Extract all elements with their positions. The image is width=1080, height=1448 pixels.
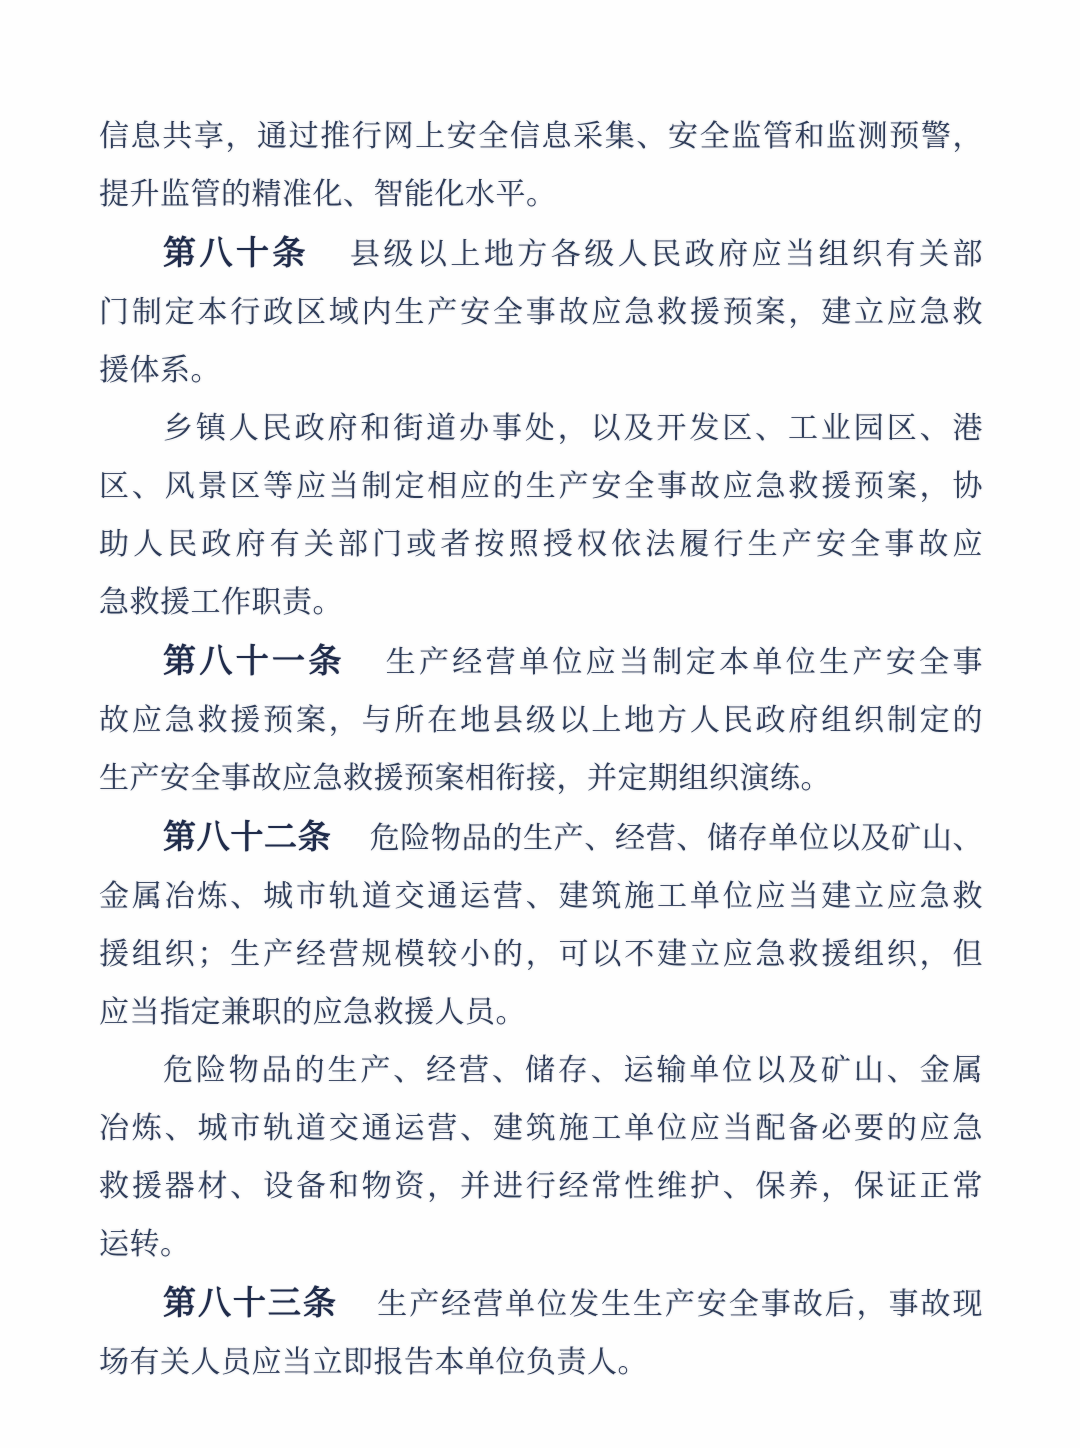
law-text-line (99, 166, 983, 224)
law-text-line (99, 342, 983, 400)
law-text-line (99, 1158, 983, 1216)
line-text: 生产经营单位发生生产安全事故后，事故现 (375, 1288, 984, 1321)
line-text: 急救援工作职责。 (99, 586, 343, 619)
line-text: 应当指定兼职的应急救援人员。 (99, 996, 526, 1029)
law-text-line (99, 1334, 983, 1392)
law-text-line (99, 1100, 983, 1158)
law-text-body (99, 108, 983, 1392)
law-text-line (99, 224, 983, 284)
law-text-line (99, 400, 983, 458)
article-number: 第八十一条 (163, 642, 345, 679)
law-text-line (99, 458, 983, 516)
line-text: 危险物品的生产、经营、储存、运输单位以及矿山、金属 (163, 1054, 983, 1087)
line-text: 提升监管的精准化、智能化水平。 (99, 178, 557, 211)
line-text: 救援器材、设备和物资，并进行经常性维护、保养，保证正常 (99, 1170, 983, 1203)
law-text-line (99, 574, 983, 632)
line-text: 乡镇人民政府和街道办事处，以及开发区、工业园区、港 (163, 412, 983, 445)
line-text: 助人民政府有关部门或者按照授权依法履行生产安全事故应 (99, 528, 983, 561)
law-text-line (99, 926, 983, 984)
line-text: 援体系。 (99, 354, 221, 387)
law-text-line (99, 808, 983, 868)
line-text: 援组织；生产经营规模较小的，可以不建立应急救援组织，但 (99, 938, 983, 971)
line-text: 区、风景区等应当制定相应的生产安全事故应急救援预案，协 (99, 470, 983, 503)
line-text: 生产经营单位应当制定本单位生产安全事 (382, 646, 984, 679)
law-text-line (99, 868, 983, 926)
line-text: 运转。 (99, 1228, 191, 1261)
law-text-line (99, 692, 983, 750)
law-text-line (99, 516, 983, 574)
article-number: 第八十三条 (163, 1284, 338, 1321)
line-text: 信息共享，通过推行网上安全信息采集、安全监管和监测预警， (99, 120, 983, 153)
line-text: 故应急救援预案，与所在地县级以上地方人民政府组织制定的 (99, 704, 983, 737)
line-text: 冶炼、城市轨道交通运营、建筑施工单位应当配备必要的应急 (99, 1112, 983, 1145)
law-text-line (99, 750, 983, 808)
line-text: 生产安全事故应急救援预案相衔接，并定期组织演练。 (99, 762, 831, 795)
line-text: 门制定本行政区域内生产安全事故应急救援预案，建立应急救 (99, 296, 983, 329)
line-text: 金属冶炼、城市轨道交通运营、建筑施工单位应当建立应急救 (99, 880, 983, 913)
law-text-line (99, 1274, 983, 1334)
line-text: 场有关人员应当立即报告本单位负责人。 (99, 1346, 648, 1379)
article-number: 第八十条 (163, 234, 309, 271)
line-text: 危险物品的生产、经营、储存单位以及矿山、 (369, 822, 984, 855)
law-text-line (99, 1042, 983, 1100)
line-text: 县级以上地方各级人民政府应当组织有关部 (346, 238, 984, 271)
law-text-line (99, 284, 983, 342)
article-number: 第八十二条 (163, 818, 332, 855)
law-text-line (99, 108, 983, 166)
law-text-line (99, 1216, 983, 1274)
law-text-line (99, 632, 983, 692)
law-text-line (99, 984, 983, 1042)
